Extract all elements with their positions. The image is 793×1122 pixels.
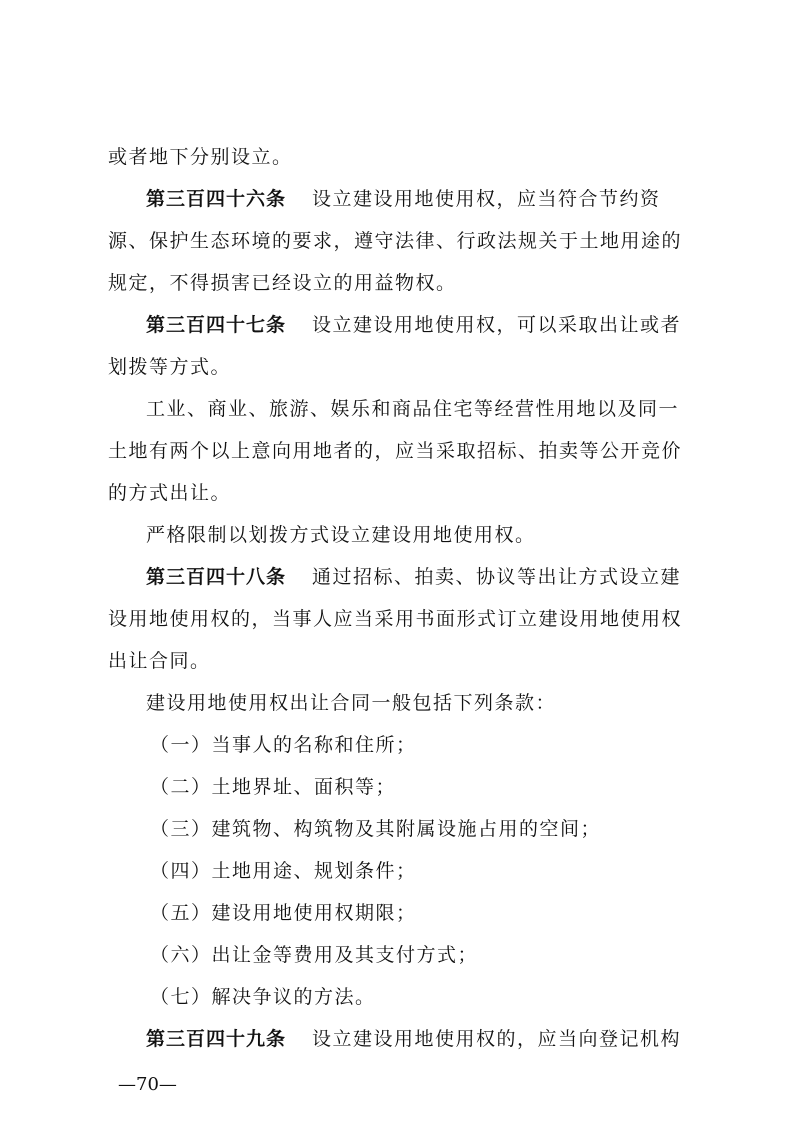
text-line: 设立建设用地使用权的，应当向登记机构: [312, 1028, 682, 1050]
article-349-line-1: [146, 1027, 736, 1051]
list-item: （五）建设用地使用权期限；: [150, 902, 417, 924]
text-line: 设立建设用地使用权，可以采取出让或者: [312, 314, 682, 336]
text-line: 或者地下分别设立。: [108, 146, 293, 168]
article-number: 第三百四十七条: [146, 314, 287, 336]
text-line: 严格限制以划拨方式设立建设用地使用权。: [146, 524, 536, 546]
text-line: 工业、商业、旅游、娱乐和商品住宅等经营性用地以及同一: [146, 398, 680, 420]
article-number: 第三百四十八条: [146, 566, 287, 588]
list-item: （三）建筑物、构筑物及其附属设施占用的空间；: [150, 818, 602, 840]
article-348-line-1: [146, 565, 736, 589]
list-item: （七）解决争议的方法。: [150, 986, 376, 1008]
text-line: 建设用地使用权出让合同一般包括下列条款：: [146, 692, 557, 714]
text-line: 设用地使用权的，当事人应当采用书面形式订立建设用地使用权: [108, 608, 683, 630]
list-item: （六）出让金等费用及其支付方式；: [150, 944, 479, 966]
article-number: 第三百四十六条: [146, 188, 287, 210]
text-line: 土地有两个以上意向用地者的，应当采取招标、拍卖等公开竞价: [108, 440, 683, 462]
article-346-line-1: [146, 187, 736, 211]
article-347-line-1: [146, 313, 736, 337]
text-line: 源、保护生态环境的要求，遵守法律、行政法规关于土地用途的: [108, 230, 683, 252]
text-line: 设立建设用地使用权，应当符合节约资: [312, 188, 661, 210]
list-item: （二）土地界址、面积等；: [150, 776, 397, 798]
text-line: 出让合同。: [108, 650, 211, 672]
text-line: 规定，不得损害已经设立的用益物权。: [108, 272, 457, 294]
list-item: （四）土地用途、规划条件；: [150, 860, 417, 882]
text-line: 通过招标、拍卖、协议等出让方式设立建: [312, 566, 682, 588]
list-item: （一）当事人的名称和住所；: [150, 734, 417, 756]
text-line: 划拨等方式。: [108, 356, 232, 378]
text-line: 的方式出让。: [108, 482, 232, 504]
article-number: 第三百四十九条: [146, 1028, 287, 1050]
page-number: —70—: [118, 1074, 177, 1095]
